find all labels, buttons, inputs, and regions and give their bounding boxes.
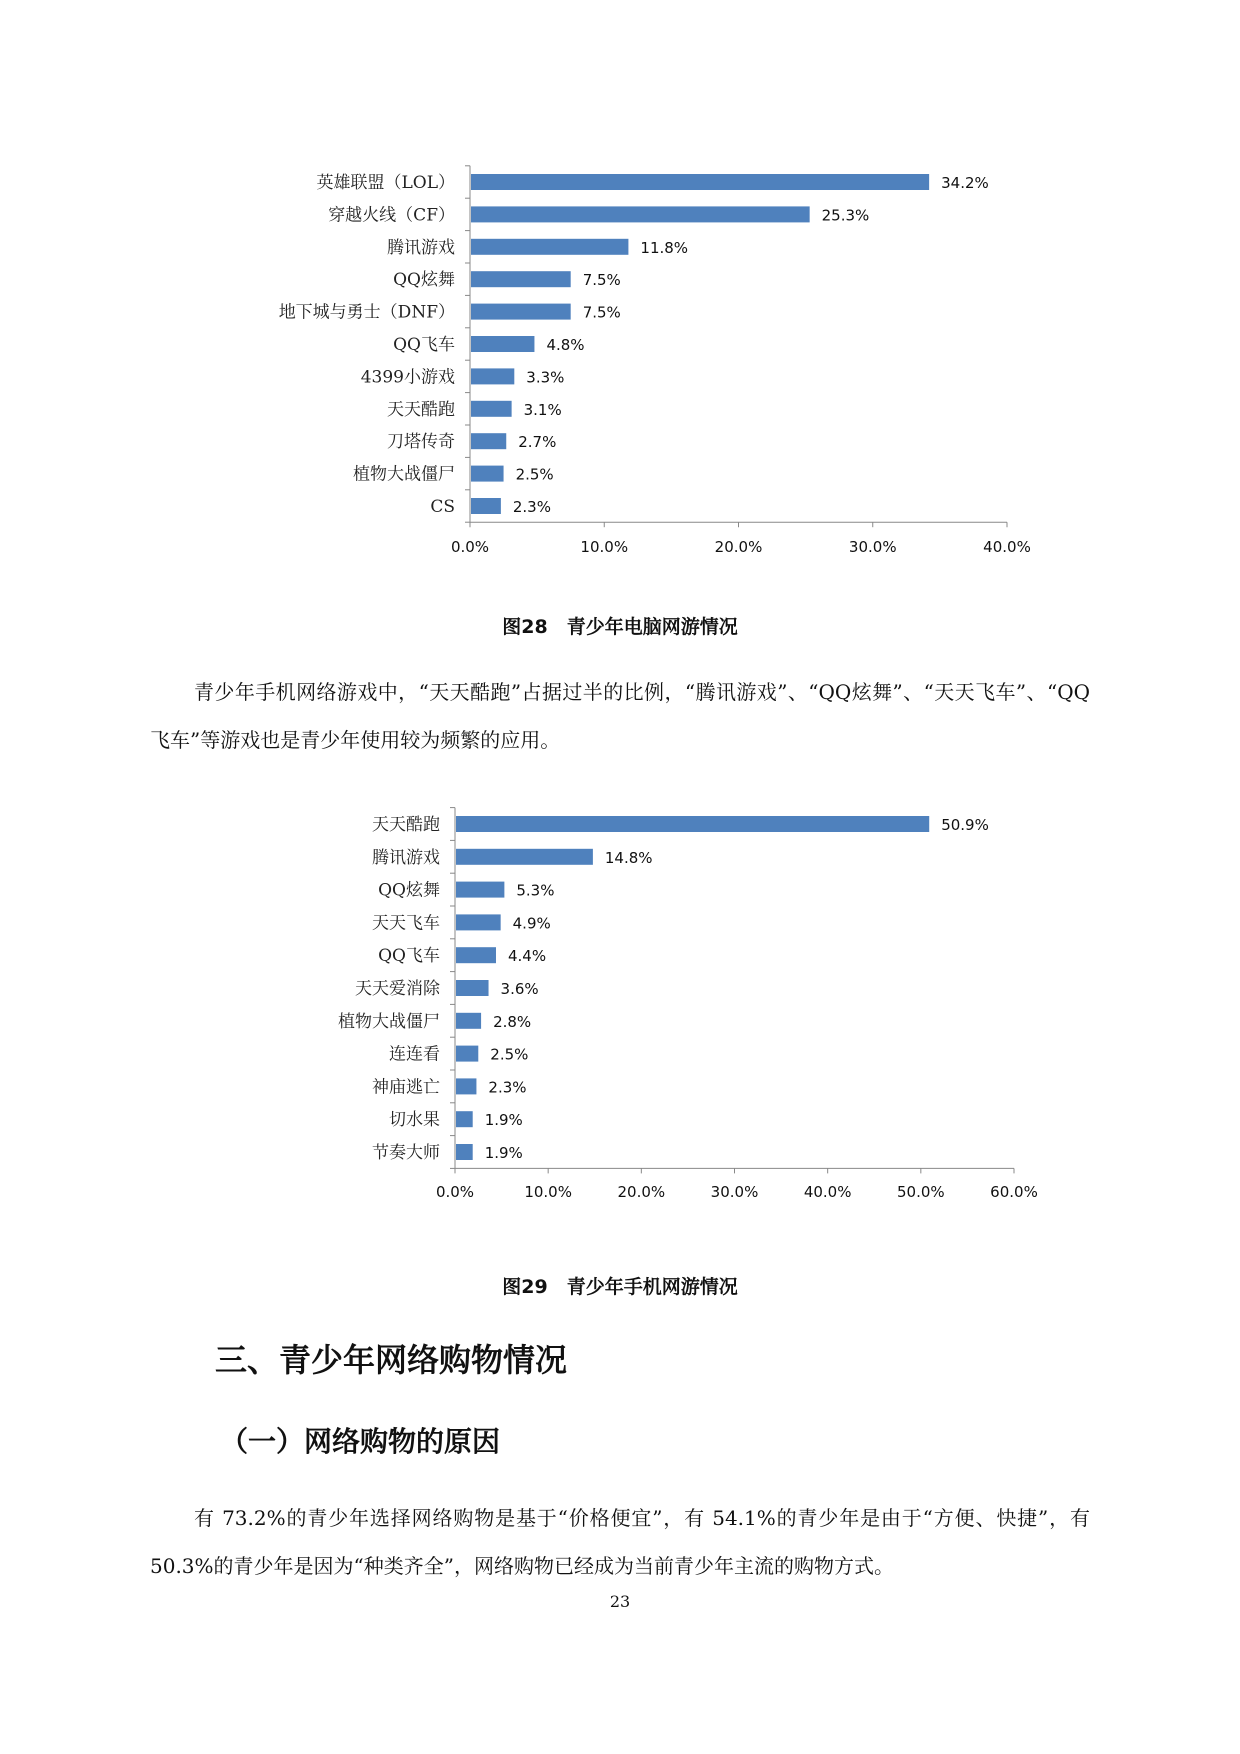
chart-bar	[471, 498, 501, 514]
chart-bar	[456, 980, 489, 996]
chart-bar	[471, 466, 504, 482]
subsection-heading: （一）网络购物的原因	[220, 1425, 501, 1458]
chart-category-label: QQ飞车	[378, 946, 440, 967]
chart-mobile-games-svg	[0, 790, 1240, 1220]
chart-x-tick-label: 20.0%	[714, 538, 763, 556]
chart-x-tick-label: 10.0%	[580, 538, 629, 556]
chart-category-label: 地下城与勇士（DNF）	[278, 302, 455, 323]
chart-category-label: 天天酷跑	[387, 399, 455, 420]
chart-value-label: 25.3%	[821, 206, 870, 225]
chart-bar	[471, 401, 512, 417]
chart-value-label: 4.8%	[546, 336, 585, 354]
chart-value-label: 3.6%	[500, 980, 539, 998]
chart-category-label: 天天爱消除	[355, 979, 440, 999]
chart-bar	[471, 239, 628, 255]
chart-value-label: 7.5%	[582, 303, 621, 322]
chart-x-tick-label: 0.0%	[450, 538, 490, 556]
chart-category-label: 英雄联盟（LOL）	[316, 173, 455, 193]
chart-bar	[456, 816, 929, 832]
chart-value-label: 1.9%	[484, 1144, 523, 1162]
chart-value-label: 7.5%	[582, 271, 621, 290]
chart-x-tick-label: 60.0%	[990, 1183, 1038, 1201]
chart-category-label: 天天飞车	[372, 913, 440, 934]
chart-bar	[471, 368, 514, 384]
chart-category-label: 腾讯游戏	[387, 237, 455, 258]
chart-category-label: 连连看	[389, 1044, 440, 1065]
paragraph-shopping-reasons: 有 73.2%的青少年选择网络购物是基于“价格便宜”，有 54.1%的青少年是由于“方便、快捷”，有 50.3%的青少年是因为“种类齐全”，网络购物已经成为当前青少年主流的购物方式。	[150, 1506, 1090, 1578]
chart-value-label: 2.3%	[512, 498, 551, 516]
chart-value-label: 2.5%	[515, 465, 554, 484]
chart-category-label: 腾讯游戏	[372, 847, 440, 868]
chart-category-label: 穿越火线（CF）	[328, 205, 455, 226]
chart-category-label: 切水果	[389, 1110, 440, 1131]
chart-pc-games	[0, 0, 1240, 580]
figure-caption-29: 图29 青少年手机网游情况	[502, 1276, 738, 1298]
chart-value-label: 14.8%	[604, 848, 653, 867]
chart-value-label: 1.9%	[484, 1111, 523, 1130]
chart-value-label: 2.8%	[493, 1012, 532, 1031]
chart-value-label: 2.5%	[490, 1045, 529, 1064]
chart-value-label: 2.7%	[518, 433, 557, 452]
paragraph-mobile-games: 青少年手机网络游戏中，“天天酷跑”占据过半的比例，“腾讯游戏”、“QQ炫舞”、“天天飞车”、“QQ飞车”等游戏也是青少年使用较为频繁的应用。	[150, 680, 1090, 752]
chart-category-label: 节奏大师	[372, 1143, 440, 1163]
chart-x-tick-label: 50.0%	[897, 1183, 945, 1201]
chart-value-label: 34.2%	[941, 174, 989, 192]
chart-bar	[471, 433, 506, 449]
chart-bar	[456, 1078, 476, 1094]
chart-category-label: 神庙逃亡	[372, 1077, 440, 1098]
chart-value-label: 3.1%	[523, 400, 562, 419]
figure-caption-28: 图28 青少年电脑网游情况	[502, 616, 738, 638]
chart-value-label: 11.8%	[640, 238, 689, 257]
chart-category-label: 植物大战僵尸	[338, 1011, 440, 1032]
chart-value-label: 50.9%	[941, 816, 989, 834]
chart-bar	[456, 1111, 473, 1127]
chart-category-label: QQ炫舞	[393, 270, 455, 291]
chart-bar	[471, 206, 810, 222]
chart-pc-games-svg	[0, 0, 1240, 580]
chart-bar	[471, 336, 534, 352]
page-number: 23	[609, 1592, 631, 1611]
chart-category-label: 植物大战僵尸	[353, 464, 455, 485]
chart-bar	[471, 174, 929, 190]
chart-mobile-games	[0, 790, 1240, 1220]
chart-bar	[456, 849, 593, 865]
chart-bar	[456, 914, 501, 930]
chart-x-tick-label: 30.0%	[710, 1183, 759, 1201]
chart-value-label: 3.3%	[526, 368, 565, 387]
chart-x-tick-label: 40.0%	[803, 1183, 852, 1201]
chart-value-label: 5.3%	[516, 881, 555, 900]
chart-x-tick-label: 30.0%	[848, 538, 897, 556]
chart-bar	[456, 882, 504, 898]
chart-bar	[471, 271, 571, 287]
chart-x-tick-label: 0.0%	[435, 1183, 475, 1201]
chart-category-label: 刀塔传奇	[387, 432, 455, 453]
chart-bar	[456, 1144, 473, 1160]
section-heading: 三、青少年网络购物情况	[215, 1341, 568, 1379]
chart-category-label: QQ飞车	[393, 335, 455, 355]
chart-bar	[471, 304, 571, 320]
chart-category-label: 4399小游戏	[360, 367, 455, 388]
chart-bar	[456, 1013, 481, 1029]
chart-value-label: 4.4%	[507, 947, 547, 966]
chart-category-label: CS	[430, 497, 455, 517]
chart-x-tick-label: 10.0%	[524, 1183, 572, 1201]
chart-x-tick-label: 40.0%	[983, 538, 1031, 556]
chart-value-label: 2.3%	[488, 1078, 527, 1097]
chart-bar	[456, 1046, 478, 1062]
chart-category-label: 天天酷跑	[372, 815, 440, 835]
chart-value-label: 4.9%	[512, 914, 551, 933]
chart-bar	[456, 947, 496, 963]
chart-x-tick-label: 20.0%	[617, 1183, 666, 1201]
chart-category-label: QQ炫舞	[378, 880, 440, 901]
